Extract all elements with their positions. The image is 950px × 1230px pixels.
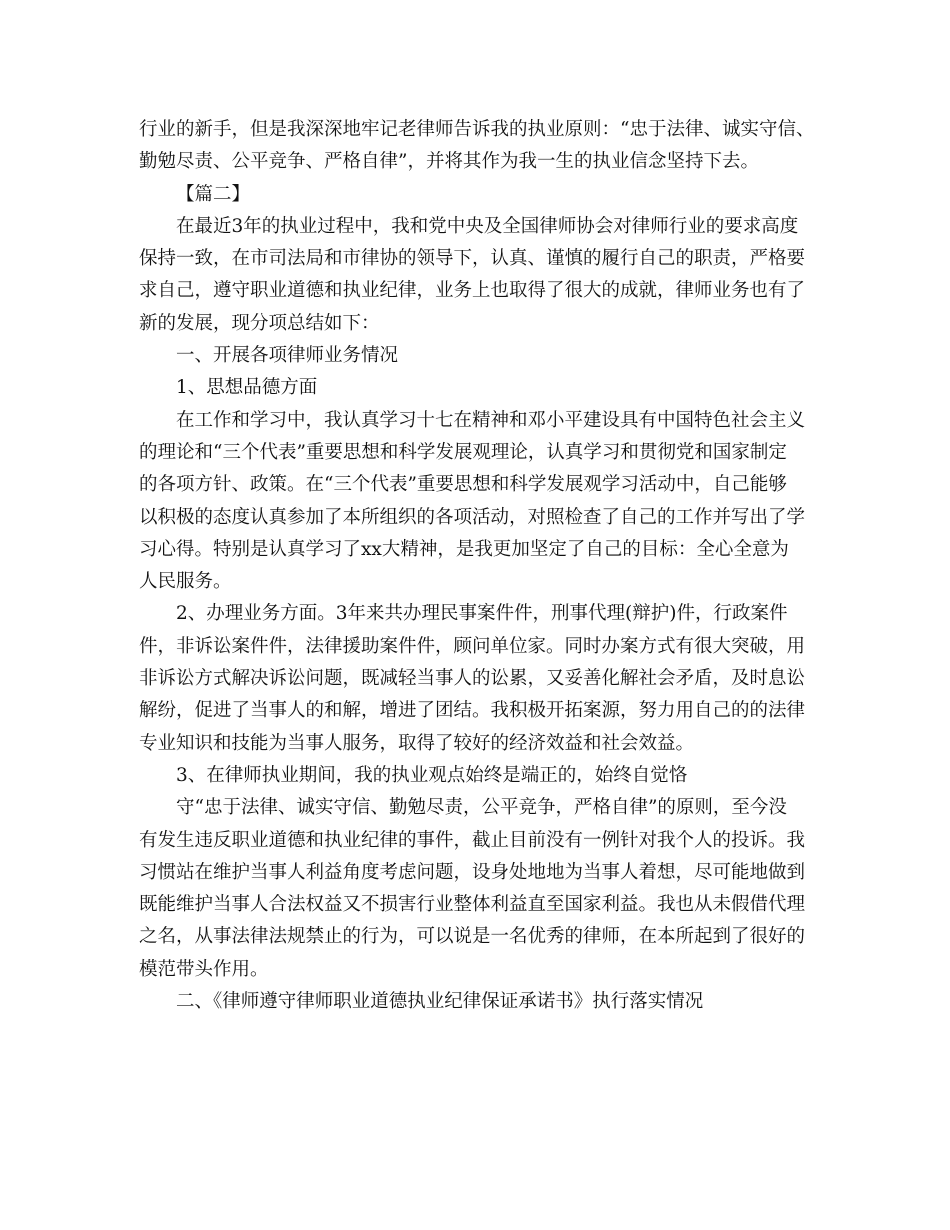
- paragraph-line: 解纷，促进了当事人的和解，增进了团结。我积极开拓案源，努力用自己的的法律: [139, 700, 806, 722]
- paragraph-line: 人民服务。: [139, 571, 232, 593]
- paragraph-line: 勤勉尽责、公平竞争、严格自律”，并将其作为我一生的执业信念坚持下去。: [139, 151, 759, 173]
- paragraph-line: 以积极的态度认真参加了本所组织的各项活动，对照检查了自己的工作并写出了学: [139, 506, 806, 528]
- paragraph-line: 在工作和学习中，我认真学习十七在精神和邓小平建设具有中国特色社会主义: [176, 409, 806, 431]
- paragraph-line: 保持一致，在市司法局和市律协的领导下，认真、谨慎的履行自己的职责，严格要: [139, 248, 806, 270]
- paragraph-line: 的理论和“三个代表”重要思想和科学发展观理论，认真学习和贯彻党和国家制定: [139, 441, 787, 463]
- section-heading: 一、开展各项律师业务情况: [176, 345, 399, 367]
- paragraph-line: 求自己，遵守职业道德和执业纪律，业务上也取得了很大的成就，律师业务也有了: [139, 280, 806, 302]
- paragraph-line: 既能维护当事人合法权益又不损害行业整体利益直至国家利益。我也从未假借代理: [139, 894, 806, 916]
- paragraph-line: 的各项方针、政策。在“三个代表”重要思想和科学发展观学习活动中，自己能够: [139, 474, 787, 496]
- paragraph-line: 非诉讼方式解决诉讼问题，既减轻当事人的讼累，又妥善化解社会矛盾，及时息讼: [139, 668, 806, 690]
- paragraph-line: 模范带头作用。: [139, 958, 269, 980]
- paragraph-line: 件，非诉讼案件件，法律援助案件件，顾问单位家。同时办案方式有很大突破，用: [139, 635, 806, 657]
- paragraph-line: 之名，从事法律法规禁止的行为，可以说是一名优秀的律师，在本所起到了很好的: [139, 926, 806, 948]
- paragraph-line: 行业的新手，但是我深深地牢记老律师告诉我的执业原则：“忠于法律、诚实守信、: [139, 119, 815, 140]
- paragraph-line: 习心得。特别是认真学习了xx大精神，是我更加坚定了自己的目标：全心全意为: [139, 538, 789, 560]
- section-heading: 【篇二】: [176, 183, 251, 205]
- subsection-heading: 1、思想品德方面: [176, 377, 318, 399]
- paragraph-line: 专业知识和技能为当事人服务，取得了较好的经济效益和社会效益。: [139, 732, 695, 754]
- paragraph-line: 习惯站在维护当事人利益角度考虑问题，设身处地地为当事人着想，尽可能地做到: [139, 861, 806, 883]
- section-heading: 二、《律师遵守律师职业道德执业纪律保证承诺书》执行落实情况: [176, 991, 704, 1013]
- document-body: [139, 114, 821, 1018]
- paragraph-line: 守“忠于法律、诚实守信、勤勉尽责，公平竞争，严格自律”的原则，至今没: [176, 797, 787, 819]
- paragraph-line: 有发生违反职业道德和执业纪律的事件，截止目前没有一例针对我个人的投诉。我: [139, 829, 806, 851]
- paragraph-line: 2、办理业务方面。3年来共办理民事案件件，刑事代理(辩护)件，行政案件: [176, 603, 788, 625]
- paragraph-line: 新的发展，现分项总结如下：: [139, 312, 380, 334]
- paragraph-line: 3、在律师执业期间，我的执业观点始终是端正的，始终自觉恪: [176, 764, 688, 786]
- paragraph-line: 在最近3年的执业过程中，我和党中央及全国律师协会对律师行业的要求高度: [176, 215, 799, 237]
